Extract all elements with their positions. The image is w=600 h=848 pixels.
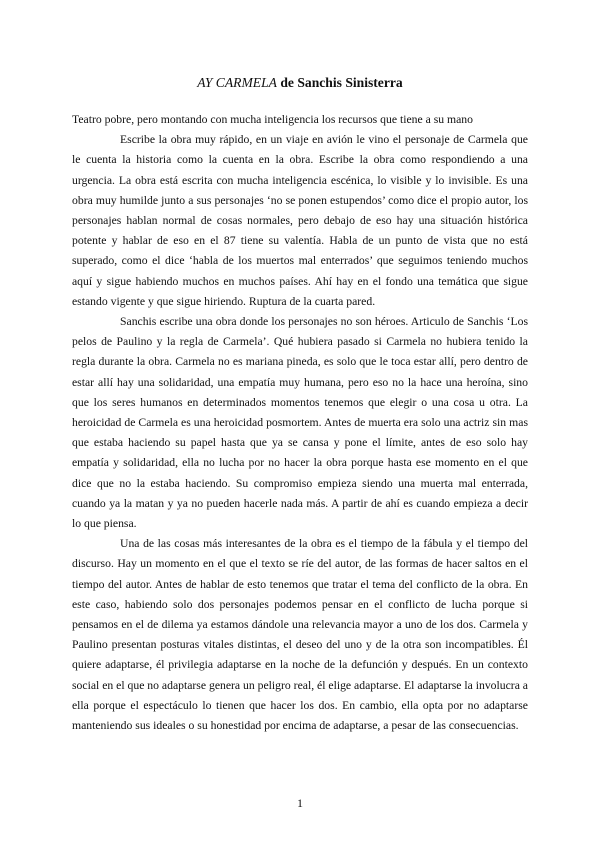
- title-play-name: AY CARMELA: [197, 75, 277, 90]
- paragraph-1: Escribe la obra muy rápido, en un viaje en avión le vino el personaje de Carmela que le cuenta la historia como la cuenta en la obra. Escribe la obra como respondiendo a una urgencia. La obra está escrita con mucha inteligencia escénica, lo visible y lo invisible. Es una obra muy humilde junto a sus personajes ‘no se ponen estupendos’ como dice el propio autor, los personajes hablan normal de cosas normales, pero debajo de eso hay una situación histórica potente y hablar de eso en el 87 tiene su valentía. Habla de un punto de vista que no está superado, como el dice ‘habla de los muertos mal enterrados’ que seguimos teniendo muchos aquí y sigue habiendo muchos en muchos países. Ahí hay en el fondo una temática que sigue estando vigente y que sigue hiriendo. Ruptura de la cuarta pared.: [72, 133, 528, 308]
- title-author: de Sanchis Sinisterra: [276, 75, 403, 90]
- document-title: [0, 74, 600, 92]
- document-body: [72, 110, 528, 736]
- paragraph-2: Sanchis escribe una obra donde los personajes no son héroes. Articulo de Sanchis ‘Los pelos de Paulino y la regla de Carmela’. Qué hubiera pasado si Carmela no hubiera tenido la regla durante la obra. Carmela no es mariana pineda, es solo que le toca estar allí, pero dentro de estar allí hay una solidaridad, una empatía muy humana, pero eso no la hace una heroína, sino que los seres humanos en determinados momentos tenemos que elegir o una cosa u otra. La heroicidad de Carmela es una heroicidad posmortem. Antes de muerta era solo una actriz sin mas que estaba haciendo su papel hasta que ya se cansa y pone el límite, antes de eso solo hay empatía y solidaridad, ella no lucha por no hacer la obra porque hasta ese momento en el que dice que no la estaba haciendo. Su compromiso empieza siendo una muerta mal enterrada, cuando ya la matan y ya no pueden hacerle nada más. A partir de ahí es cuando empieza a decir lo que piensa.: [72, 315, 528, 531]
- intro-line: Teatro pobre, pero montando con mucha inteligencia los recursos que tiene a su mano: [72, 113, 473, 126]
- page-number: 1: [297, 796, 303, 810]
- paragraph-3: Una de las cosas más interesantes de la obra es el tiempo de la fábula y el tiempo del discurso. Hay un momento en el que el texto se ríe del autor, de las formas de hacer saltos en el tiempo del autor. Antes de hablar de esto tenemos que tratar el tema del conflicto de la obra. En este caso, habiendo solo dos personajes podemos pensar en el conflicto de lucha porque si pensamos en el de dilema ya estamos dándole una relevancia mayor a uno de los dos. Carmela y Paulino presentan posturas vitales distintas, el deseo del uno y de la otra son incompatibles. Él quiere adaptarse, él privilegia adaptarse en la noche de la defunción y después. En un contexto social en el que no adaptarse genera un peligro real, él elige adaptarse. El adaptarse la involucra a ella porque el espectáculo lo tienen que hacer los dos. En cambio, ella opta por no adaptarse manteniendo sus ideales o su honestidad por encima de adaptarse, a pesar de las consecuencias.: [72, 537, 528, 733]
